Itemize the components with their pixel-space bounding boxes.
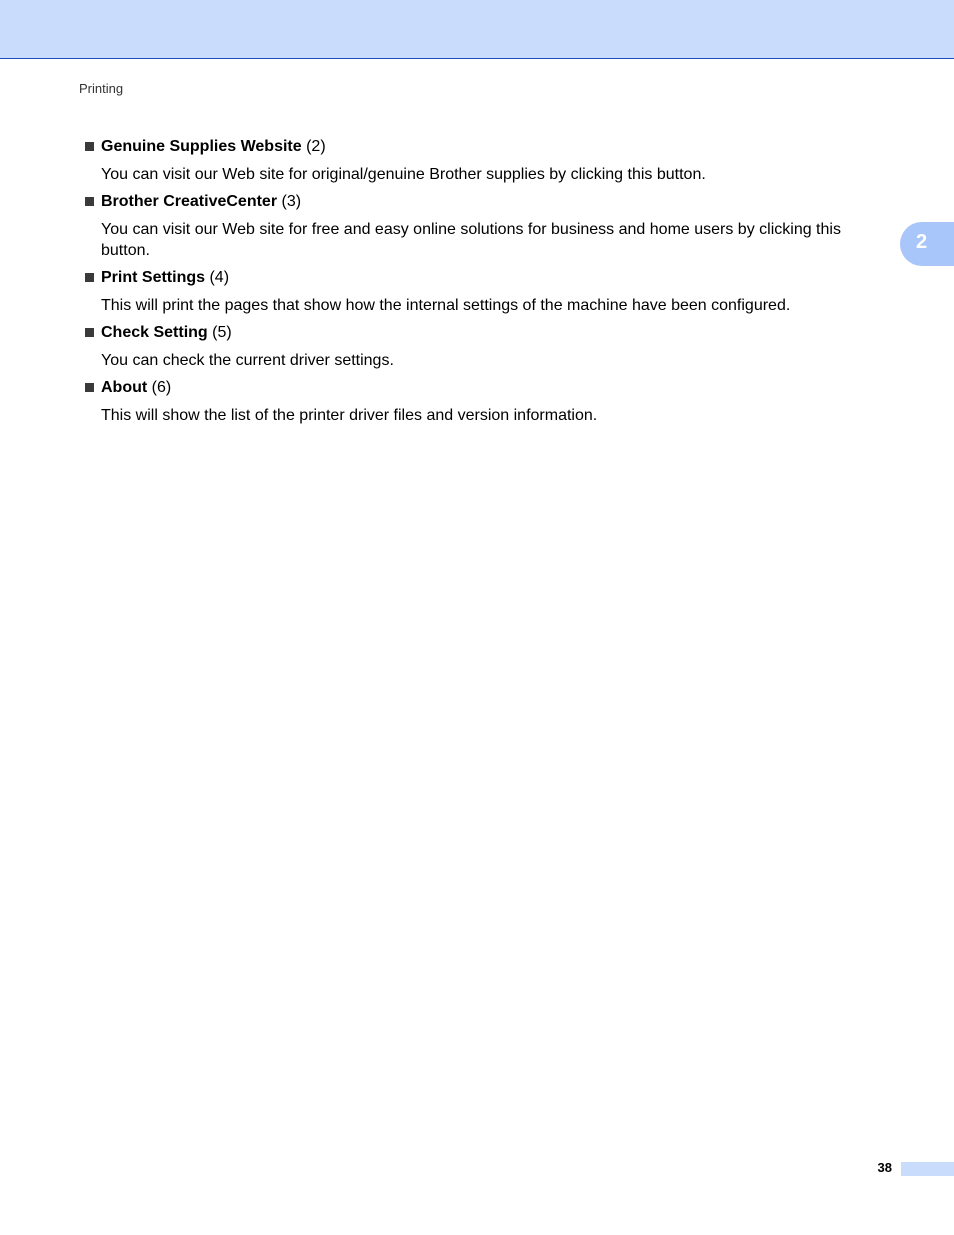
item-description: You can visit our Web site for original/genuine Brother supplies by clicking this button. [101,166,706,183]
item-description: You can visit our Web site for free and easy online solutions for business and home users by clicking this button. [101,221,841,259]
item-term: About [101,379,148,396]
button-list [85,136,891,432]
item-title [85,191,891,213]
list-item [85,136,891,185]
item-title [85,136,891,158]
item-ref: (6) [151,379,172,396]
square-bullet-icon [85,197,94,206]
list-item [85,322,891,371]
list-item [85,377,891,426]
square-bullet-icon [85,328,94,337]
list-item [85,191,891,261]
item-title [85,322,891,344]
item-description: This will print the pages that show how the internal settings of the machine have been configured. [101,297,791,314]
item-title [85,267,891,289]
item-ref: (3) [281,193,302,210]
item-description: You can check the current driver settings. [101,352,394,369]
list-item [85,267,891,316]
square-bullet-icon [85,273,94,282]
item-term: Print Settings [101,269,206,286]
item-title [85,377,891,399]
running-head: Printing [79,81,124,96]
item-term: Brother CreativeCenter [101,193,278,210]
chapter-number: 2 [916,231,928,253]
item-description: This will show the list of the printer driver files and version information. [101,407,598,424]
square-bullet-icon [85,142,94,151]
item-ref: (5) [212,324,232,341]
footer-bar [901,1162,954,1176]
item-ref: (4) [209,269,230,286]
square-bullet-icon [85,383,94,392]
page-number: 38 [877,1160,892,1175]
chapter-tab [900,222,954,266]
item-ref: (2) [306,138,326,155]
item-term: Check Setting [101,324,208,341]
header-band [0,0,954,59]
item-term: Genuine Supplies Website [101,138,302,155]
